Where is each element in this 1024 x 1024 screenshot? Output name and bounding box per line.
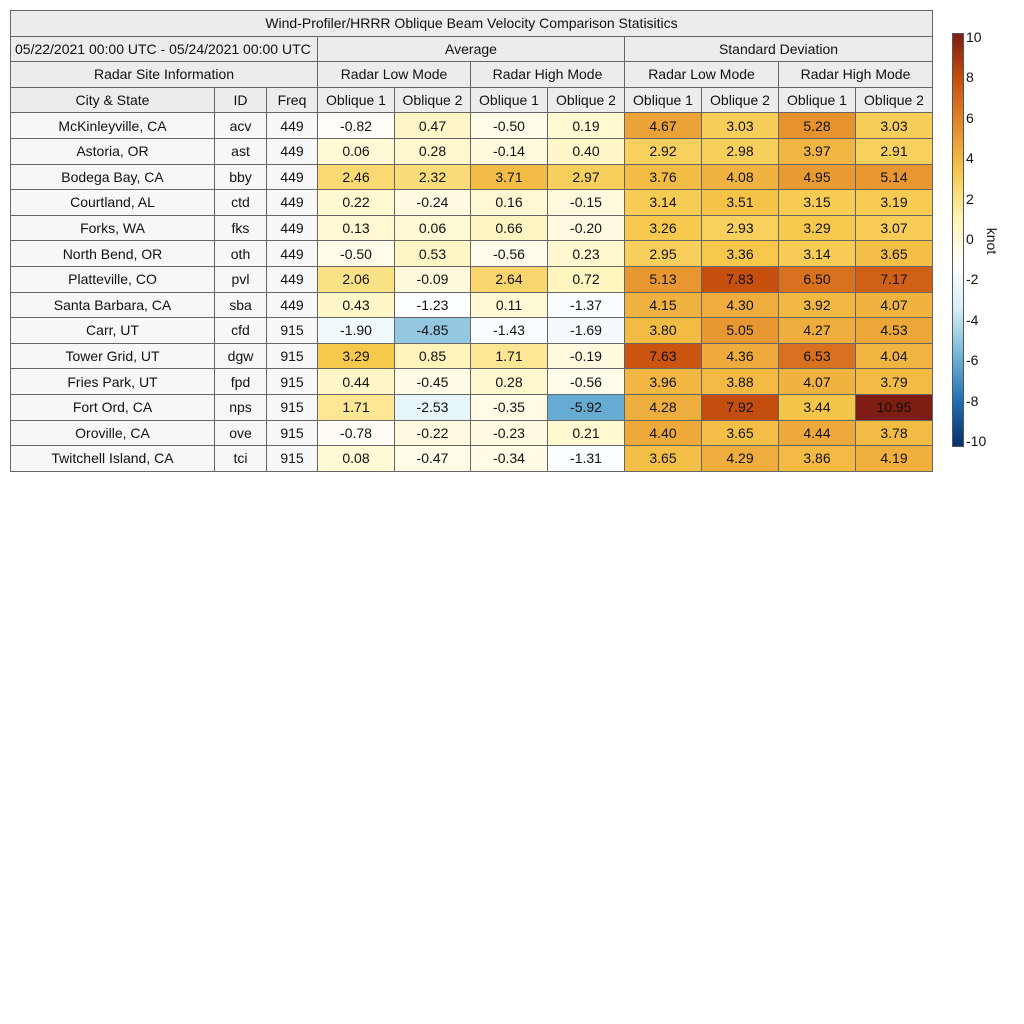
site-city-cell: Astoria, OR — [11, 138, 215, 164]
std-low-oblique2-header: Oblique 2 — [702, 87, 779, 113]
value-cell: 0.22 — [318, 190, 395, 216]
value-cell: 0.44 — [318, 369, 395, 395]
table-row — [11, 318, 933, 344]
site-id-cell: nps — [215, 394, 267, 420]
value-cell: 0.28 — [395, 138, 471, 164]
value-cell: -0.14 — [471, 138, 548, 164]
table-row — [11, 369, 933, 395]
value-cell: 2.06 — [318, 266, 395, 292]
table-row — [11, 164, 933, 190]
value-cell: -0.78 — [318, 420, 395, 446]
value-cell: 3.36 — [702, 241, 779, 267]
site-info-header: Radar Site Information — [11, 62, 318, 88]
value-cell: 3.19 — [856, 190, 933, 216]
value-cell: 4.07 — [856, 292, 933, 318]
site-city-cell: Courtland, AL — [11, 190, 215, 216]
site-id-cell: ast — [215, 138, 267, 164]
site-freq-cell: 449 — [267, 241, 318, 267]
value-cell: 0.28 — [471, 369, 548, 395]
value-cell: 0.43 — [318, 292, 395, 318]
id-column-header: ID — [215, 87, 267, 113]
value-cell: -0.23 — [471, 420, 548, 446]
avg-high-oblique1-header: Oblique 1 — [471, 87, 548, 113]
colorbar-tick-label: 4 — [966, 150, 974, 167]
site-freq-cell: 915 — [267, 446, 318, 472]
value-cell: -0.15 — [548, 190, 625, 216]
date-range: 05/22/2021 00:00 UTC - 05/24/2021 00:00 UTC — [11, 36, 318, 62]
value-cell: -2.53 — [395, 394, 471, 420]
value-cell: -1.69 — [548, 318, 625, 344]
site-id-cell: oth — [215, 241, 267, 267]
value-cell: 2.92 — [625, 138, 702, 164]
value-cell: 3.78 — [856, 420, 933, 446]
value-cell: -0.34 — [471, 446, 548, 472]
value-cell: 4.04 — [856, 343, 933, 369]
site-id-cell: acv — [215, 113, 267, 139]
value-cell: 4.30 — [702, 292, 779, 318]
value-cell: 4.28 — [625, 394, 702, 420]
site-freq-cell: 449 — [267, 266, 318, 292]
table-row — [11, 446, 933, 472]
value-cell: -4.85 — [395, 318, 471, 344]
value-cell: 1.71 — [471, 343, 548, 369]
value-cell: 2.64 — [471, 266, 548, 292]
value-cell: 0.23 — [548, 241, 625, 267]
value-cell: -0.22 — [395, 420, 471, 446]
value-cell: -1.43 — [471, 318, 548, 344]
value-cell: 3.15 — [779, 190, 856, 216]
value-cell: 3.29 — [318, 343, 395, 369]
value-cell: 4.95 — [779, 164, 856, 190]
site-id-cell: ctd — [215, 190, 267, 216]
std-high-oblique2-header: Oblique 2 — [856, 87, 933, 113]
value-cell: 1.71 — [318, 394, 395, 420]
site-id-cell: bby — [215, 164, 267, 190]
value-cell: 3.71 — [471, 164, 548, 190]
value-cell: 0.40 — [548, 138, 625, 164]
site-freq-cell: 449 — [267, 113, 318, 139]
colorbar-tick-label: 0 — [966, 231, 974, 247]
value-cell: 2.46 — [318, 164, 395, 190]
value-cell: -1.31 — [548, 446, 625, 472]
avg-high-mode-header: Radar High Mode — [471, 62, 625, 88]
site-city-cell: Santa Barbara, CA — [11, 292, 215, 318]
value-cell: 10.95 — [856, 394, 933, 420]
std-dev-header: Standard Deviation — [625, 36, 933, 62]
site-id-cell: pvl — [215, 266, 267, 292]
site-freq-cell: 915 — [267, 343, 318, 369]
value-cell: -0.19 — [548, 343, 625, 369]
value-cell: 3.65 — [856, 241, 933, 267]
colorbar-tick-label: 8 — [966, 69, 974, 86]
value-cell: 0.11 — [471, 292, 548, 318]
site-city-cell: Bodega Bay, CA — [11, 164, 215, 190]
value-cell: 3.14 — [625, 190, 702, 216]
std-high-oblique1-header: Oblique 1 — [779, 87, 856, 113]
value-cell: 0.06 — [318, 138, 395, 164]
value-cell: 4.44 — [779, 420, 856, 446]
value-cell: 0.21 — [548, 420, 625, 446]
site-city-cell: Forks, WA — [11, 215, 215, 241]
table-row — [11, 292, 933, 318]
value-cell: 3.03 — [856, 113, 933, 139]
site-id-cell: ove — [215, 420, 267, 446]
site-id-cell: sba — [215, 292, 267, 318]
value-cell: 7.83 — [702, 266, 779, 292]
value-cell: 0.08 — [318, 446, 395, 472]
value-cell: -0.24 — [395, 190, 471, 216]
value-cell: -0.56 — [548, 369, 625, 395]
value-cell: 0.47 — [395, 113, 471, 139]
value-cell: 0.19 — [548, 113, 625, 139]
value-cell: 7.92 — [702, 394, 779, 420]
value-cell: 5.14 — [856, 164, 933, 190]
value-cell: 0.06 — [395, 215, 471, 241]
site-city-cell: Platteville, CO — [11, 266, 215, 292]
stats-table — [10, 10, 933, 472]
site-id-cell: fks — [215, 215, 267, 241]
value-cell: 3.97 — [779, 138, 856, 164]
site-id-cell: dgw — [215, 343, 267, 369]
site-city-cell: McKinleyville, CA — [11, 113, 215, 139]
average-header: Average — [318, 36, 625, 62]
site-freq-cell: 915 — [267, 394, 318, 420]
avg-low-oblique2-header: Oblique 2 — [395, 87, 471, 113]
site-city-cell: Carr, UT — [11, 318, 215, 344]
value-cell: 3.44 — [779, 394, 856, 420]
value-cell: 4.53 — [856, 318, 933, 344]
value-cell: 3.76 — [625, 164, 702, 190]
avg-low-mode-header: Radar Low Mode — [318, 62, 471, 88]
value-cell: -0.20 — [548, 215, 625, 241]
value-cell: -1.90 — [318, 318, 395, 344]
value-cell: 4.08 — [702, 164, 779, 190]
value-cell: 2.93 — [702, 215, 779, 241]
value-cell: 0.13 — [318, 215, 395, 241]
value-cell: 2.32 — [395, 164, 471, 190]
value-cell: 0.72 — [548, 266, 625, 292]
value-cell: -0.82 — [318, 113, 395, 139]
value-cell: -1.23 — [395, 292, 471, 318]
value-cell: 4.36 — [702, 343, 779, 369]
site-city-cell: North Bend, OR — [11, 241, 215, 267]
freq-column-header: Freq — [267, 87, 318, 113]
avg-low-oblique1-header: Oblique 1 — [318, 87, 395, 113]
value-cell: -0.50 — [471, 113, 548, 139]
site-freq-cell: 449 — [267, 190, 318, 216]
value-cell: -0.50 — [318, 241, 395, 267]
value-cell: 0.66 — [471, 215, 548, 241]
site-city-cell: Fries Park, UT — [11, 369, 215, 395]
site-id-cell: tci — [215, 446, 267, 472]
value-cell: 6.53 — [779, 343, 856, 369]
value-cell: -0.45 — [395, 369, 471, 395]
site-freq-cell: 449 — [267, 138, 318, 164]
site-freq-cell: 449 — [267, 215, 318, 241]
value-cell: 0.85 — [395, 343, 471, 369]
value-cell: 2.98 — [702, 138, 779, 164]
colorbar-tick-label: -4 — [966, 311, 979, 328]
value-cell: 3.88 — [702, 369, 779, 395]
value-cell: 3.07 — [856, 215, 933, 241]
value-cell: 7.17 — [856, 266, 933, 292]
table-row — [11, 241, 933, 267]
value-cell: 3.03 — [702, 113, 779, 139]
site-city-cell: Fort Ord, CA — [11, 394, 215, 420]
value-cell: 6.50 — [779, 266, 856, 292]
value-cell: 4.07 — [779, 369, 856, 395]
value-cell: -0.56 — [471, 241, 548, 267]
value-cell: -5.92 — [548, 394, 625, 420]
value-cell: 2.95 — [625, 241, 702, 267]
colorbar-tick-label: -8 — [966, 392, 979, 409]
table-row — [11, 113, 933, 139]
table-row — [11, 138, 933, 164]
value-cell: 0.16 — [471, 190, 548, 216]
std-high-mode-header: Radar High Mode — [779, 62, 933, 88]
site-id-cell: cfd — [215, 318, 267, 344]
value-cell: 3.86 — [779, 446, 856, 472]
value-cell: 7.63 — [625, 343, 702, 369]
value-cell: 3.51 — [702, 190, 779, 216]
value-cell: 5.28 — [779, 113, 856, 139]
table-row — [11, 190, 933, 216]
avg-high-oblique2-header: Oblique 2 — [548, 87, 625, 113]
value-cell: 4.67 — [625, 113, 702, 139]
value-cell: 3.26 — [625, 215, 702, 241]
site-freq-cell: 915 — [267, 369, 318, 395]
site-city-cell: Twitchell Island, CA — [11, 446, 215, 472]
table-row — [11, 394, 933, 420]
value-cell: 5.13 — [625, 266, 702, 292]
site-city-cell: Tower Grid, UT — [11, 343, 215, 369]
table-row — [11, 266, 933, 292]
table-row — [11, 215, 933, 241]
table-row — [11, 420, 933, 446]
value-cell: 0.53 — [395, 241, 471, 267]
colorbar-tick-label: -2 — [966, 271, 979, 288]
value-cell: 5.05 — [702, 318, 779, 344]
colorbar-unit-label: knot — [984, 227, 1000, 255]
colorbar-tick-label: 2 — [966, 190, 974, 207]
value-cell: -0.47 — [395, 446, 471, 472]
std-low-oblique1-header: Oblique 1 — [625, 87, 702, 113]
colorbar-tick-label: 10 — [966, 29, 982, 45]
site-freq-cell: 449 — [267, 292, 318, 318]
value-cell: 4.15 — [625, 292, 702, 318]
value-cell: 4.29 — [702, 446, 779, 472]
value-cell: 3.65 — [625, 446, 702, 472]
table-row — [11, 343, 933, 369]
colorbar-tick-label: -6 — [966, 352, 979, 369]
value-cell: 3.14 — [779, 241, 856, 267]
colorbar — [952, 33, 964, 447]
value-cell: 3.65 — [702, 420, 779, 446]
value-cell: -0.35 — [471, 394, 548, 420]
site-id-cell: fpd — [215, 369, 267, 395]
value-cell: 4.27 — [779, 318, 856, 344]
colorbar-tick-label: 6 — [966, 109, 974, 126]
value-cell: 3.80 — [625, 318, 702, 344]
value-cell: -1.37 — [548, 292, 625, 318]
value-cell: 3.96 — [625, 369, 702, 395]
value-cell: 3.92 — [779, 292, 856, 318]
city-column-header: City & State — [11, 87, 215, 113]
site-freq-cell: 449 — [267, 164, 318, 190]
value-cell: -0.09 — [395, 266, 471, 292]
std-low-mode-header: Radar Low Mode — [625, 62, 779, 88]
site-freq-cell: 915 — [267, 318, 318, 344]
value-cell: 3.79 — [856, 369, 933, 395]
value-cell: 2.97 — [548, 164, 625, 190]
colorbar-tick-label: -10 — [966, 433, 987, 449]
site-city-cell: Oroville, CA — [11, 420, 215, 446]
value-cell: 3.29 — [779, 215, 856, 241]
site-freq-cell: 915 — [267, 420, 318, 446]
table-title: Wind-Profiler/HRRR Oblique Beam Velocity Comparison Statisitics — [11, 11, 933, 37]
value-cell: 2.91 — [856, 138, 933, 164]
value-cell: 4.19 — [856, 446, 933, 472]
value-cell: 4.40 — [625, 420, 702, 446]
